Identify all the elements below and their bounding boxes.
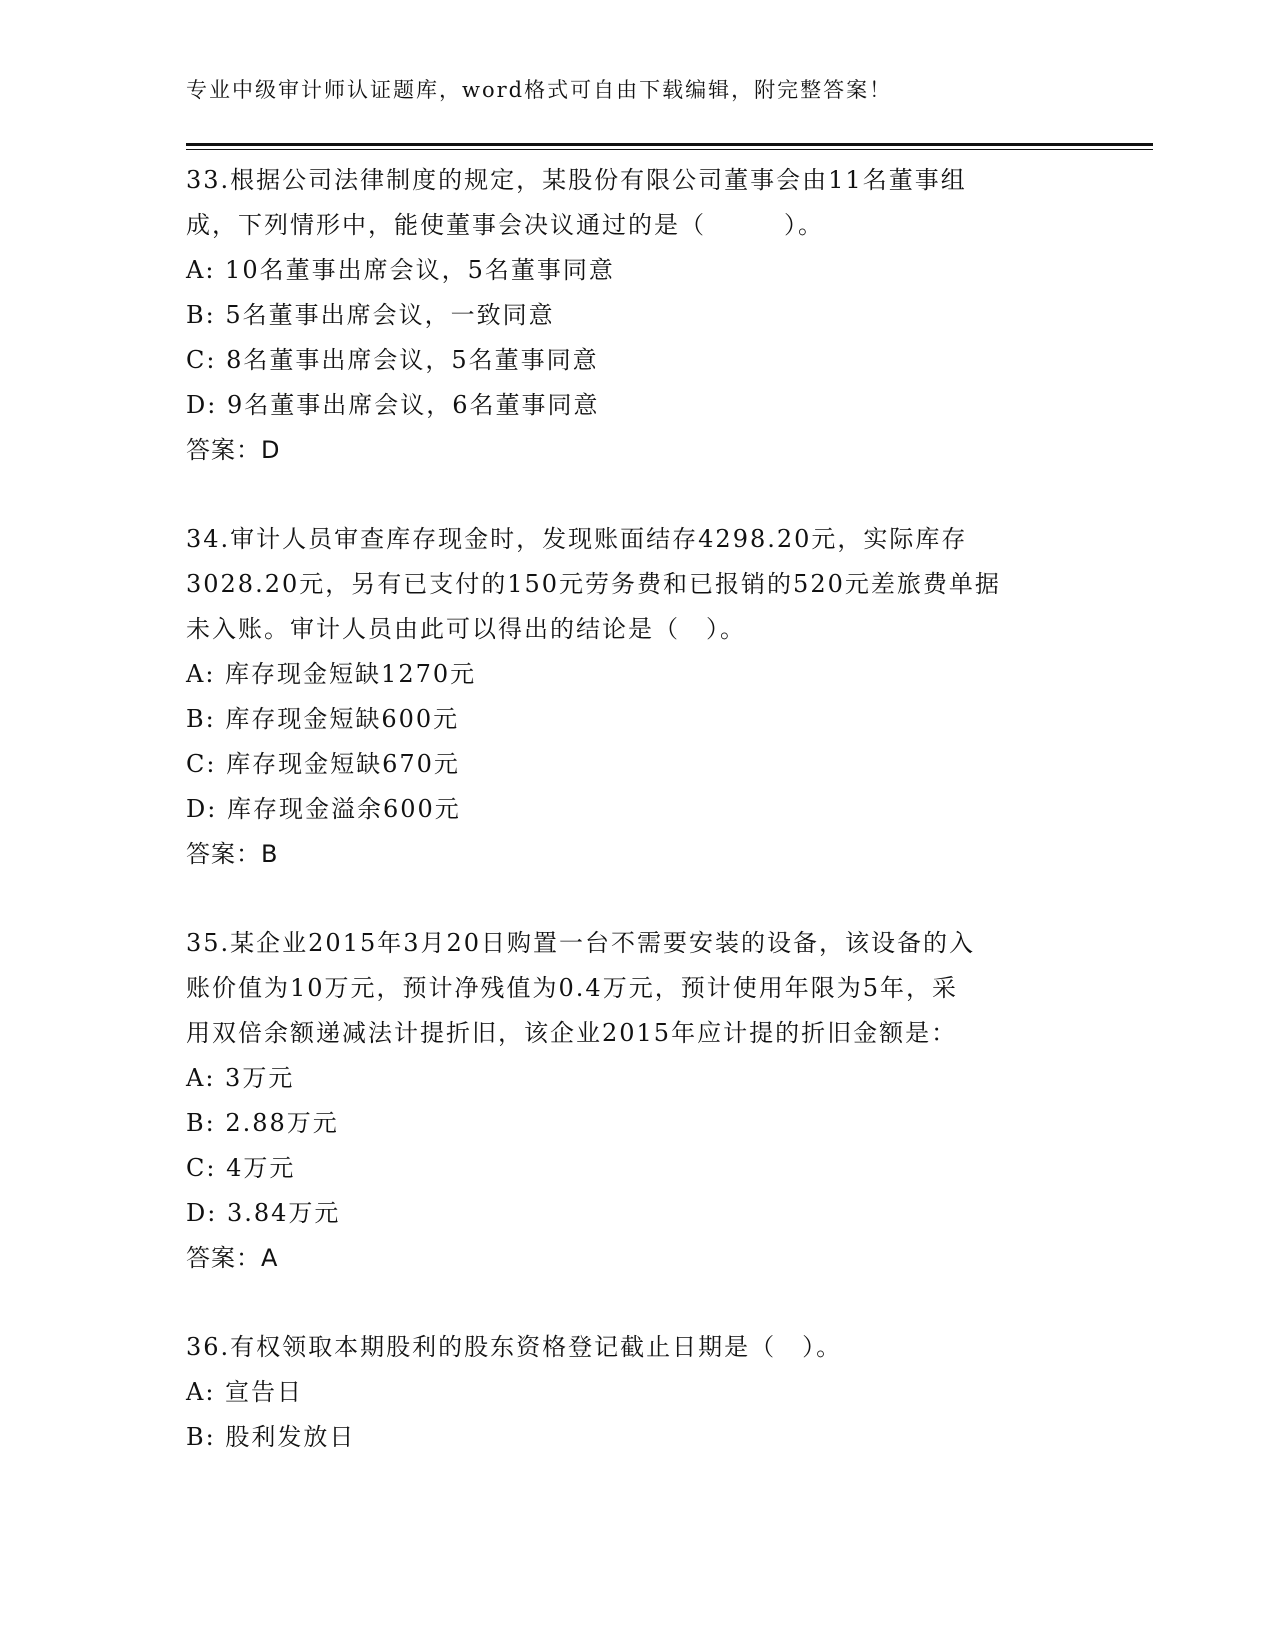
question-33 — [186, 158, 1086, 473]
spacer — [186, 1281, 1086, 1325]
question-text-line: 账价值为10万元，预计净残值为0.4万元，预计使用年限为5年，采 — [186, 974, 958, 1002]
question-35 — [186, 921, 1086, 1281]
answer: 答案：B — [186, 840, 279, 868]
header-text: 专业中级审计师认证题库，word格式可自由下载编辑，附完整答案！ — [186, 78, 893, 102]
question-text-line: 34.审计人员审查库存现金时，发现账面结存4298.20元，实际库存 — [186, 525, 968, 553]
option-c: C: 库存现金短缺670元 — [186, 750, 460, 778]
option-b: B: 2.88万元 — [186, 1109, 339, 1137]
option-b: B: 5名董事出席会议，一致同意 — [186, 301, 555, 329]
spacer — [186, 473, 1086, 517]
spacer — [186, 877, 1086, 921]
option-a: A: 3万元 — [186, 1064, 295, 1092]
question-34 — [186, 517, 1086, 877]
question-36 — [186, 1325, 1086, 1460]
option-b: B: 股利发放日 — [186, 1423, 356, 1451]
header-divider-thick — [186, 143, 1153, 146]
header-divider-thin — [186, 149, 1153, 150]
question-list — [186, 158, 1086, 1460]
question-text-line: 未入账。审计人员由此可以得出的结论是（ ）。 — [186, 615, 746, 643]
question-text-line: 35.某企业2015年3月20日购置一台不需要安装的设备，该设备的入 — [186, 929, 976, 957]
question-text-line: 用双倍余额递减法计提折旧，该企业2015年应计提的折旧金额是： — [186, 1019, 958, 1047]
question-text-line: 33.根据公司法律制度的规定，某股份有限公司董事会由11名董事组 — [186, 166, 967, 194]
question-text-line: 成，下列情形中，能使董事会决议通过的是（ ）。 — [186, 211, 824, 239]
answer: 答案：D — [186, 436, 281, 464]
question-text-line: 36.有权领取本期股利的股东资格登记截止日期是（ ）。 — [186, 1333, 843, 1361]
option-a: A: 库存现金短缺1270元 — [186, 660, 477, 688]
option-b: B: 库存现金短缺600元 — [186, 705, 460, 733]
option-d: D: 9名董事出席会议，6名董事同意 — [186, 391, 600, 419]
option-a: A: 宣告日 — [186, 1378, 304, 1406]
option-a: A: 10名董事出席会议，5名董事同意 — [186, 256, 615, 284]
option-c: C: 8名董事出席会议，5名董事同意 — [186, 346, 599, 374]
option-d: D: 库存现金溢余600元 — [186, 795, 461, 823]
question-text-line: 3028.20元，另有已支付的150元劳务费和已报销的520元差旅费单据 — [186, 570, 1001, 598]
option-d: D: 3.84万元 — [186, 1199, 341, 1227]
answer: 答案：A — [186, 1244, 279, 1272]
option-c: C: 4万元 — [186, 1154, 296, 1182]
